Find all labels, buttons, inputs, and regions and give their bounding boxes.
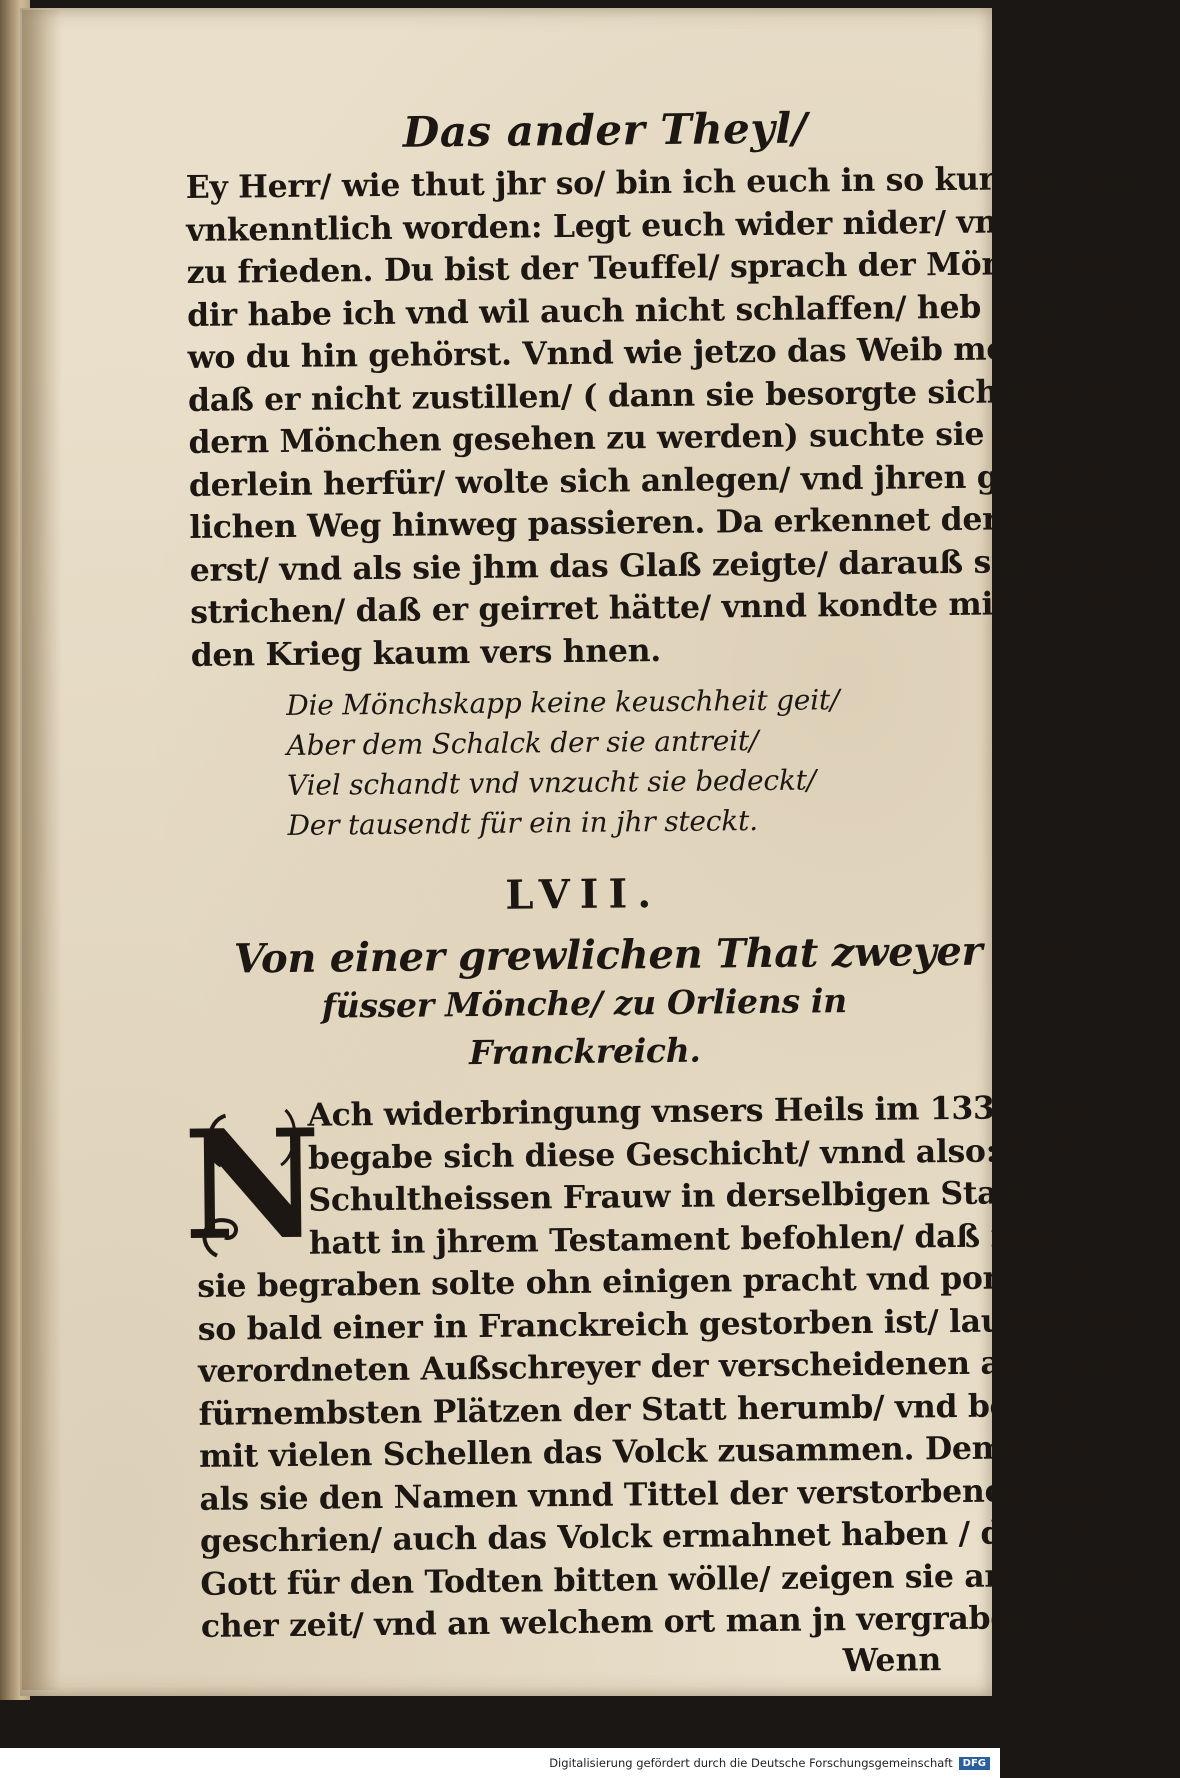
text-line: als sie den Namen vnnd Tittel der verstorbenen auß- xyxy=(199,1470,1117,1518)
text-line: cher zeit/ vnd an welchem ort man jn vergraben werd. xyxy=(200,1598,1139,1645)
text-line: vnkenntlich worden: Legt euch wider nider/ vnnd seid xyxy=(186,201,1123,249)
text-line: dern Mönchen gesehen zu werden) suchte sie jhre Klei- xyxy=(188,413,1159,461)
text-line: strichen/ daß er geirret hätte/ vnnd kondte mit flehen xyxy=(190,584,1128,631)
text-line: sie begraben solte ohn einigen pracht vnd pomp. Denn xyxy=(197,1257,1151,1305)
text-line: verordneten Außschreyer der verscheidenen auff den xyxy=(198,1343,1125,1390)
verse-line: Der tausendt für ein in jhr steckt. xyxy=(287,804,759,842)
prose-paragraph xyxy=(185,159,1169,677)
running-head: Das ander Theyl/ xyxy=(402,103,808,157)
text-line: Gott für den Todten bitten wölle/ zeigen sie an/ zu wel- xyxy=(200,1555,1151,1603)
text-line: lichen Weg hinweg passieren. Da erkennet der Mönch xyxy=(189,499,1129,546)
text-line: erst/ vnd als sie jhm das Glaß zeigte/ darauß sie sich be- xyxy=(189,541,1169,589)
chapter-body xyxy=(182,1088,1151,1687)
text-line: wo du hin gehörst. Vnnd wie jetzo das Weib mercket/ xyxy=(187,329,1109,376)
text-line: geschrien/ auch das Volck ermahnet haben / daß sie xyxy=(199,1513,1106,1560)
text-line: Ach widerbringung vnsers Heils im 1334. Jar xyxy=(307,1088,1089,1134)
chapter-number: LVII. xyxy=(505,870,662,919)
text-line: begabe sich diese Geschicht/ vnnd also: Deß xyxy=(307,1131,1079,1177)
chapter-heading-line: füsser Mönche/ zu Orliens in xyxy=(321,981,848,1026)
text-line: so bald einer in Franckreich gestorben ist/ lauffen die xyxy=(197,1300,1137,1348)
chapter-heading xyxy=(194,926,1093,1080)
text-line: hatt in jhrem Testament befohlen/ daß man xyxy=(308,1216,1067,1262)
dfg-logo: DFG xyxy=(959,1757,990,1770)
decorated-initial xyxy=(182,1095,322,1276)
text-line: zu frieden. Du bist der Teuffel/ sprach der Mönch/ bey xyxy=(186,244,1128,291)
text-line: fürnembsten Plätzen der Statt herumb/ vnd beruffen xyxy=(198,1385,1118,1433)
verse-line: Die Mönchskapp keine keuschheit geit/ xyxy=(286,683,840,722)
text-line: daß er nicht zustillen/ ( dann sie besorgte sich von an- xyxy=(187,371,1137,419)
text-line: derlein herfür/ wolte sich anlegen/ vnd jhren gewöhn- xyxy=(188,456,1124,504)
footer-bar xyxy=(0,1748,1000,1778)
verse-line: Aber dem Schalck der sie antreit/ xyxy=(286,724,759,762)
page-text-block xyxy=(182,102,1169,1687)
page-gutter-shading xyxy=(22,10,62,1690)
digitization-credit: Digitalisierung gefördert durch die Deutsche Forschungsgemeinschaft xyxy=(549,1756,953,1770)
chapter-heading-line: Von einer grewlichen That zweyer Bar- xyxy=(233,926,1093,983)
verse-line: Viel schandt vnd vnzucht sie bedeckt/ xyxy=(286,763,817,802)
chapter-text-lines xyxy=(197,1257,1151,1649)
text-line: den Krieg kaum vers hnen. xyxy=(190,631,662,674)
initial-letter: N xyxy=(182,1096,322,1275)
verse-block xyxy=(286,679,973,846)
chapter-heading-line: Franckreich. xyxy=(468,1030,701,1073)
text-line: dir habe ich vnd wil auch nicht schlaffen/ heb dich nur/ xyxy=(186,286,1151,334)
initial-indented-lines xyxy=(307,1088,1089,1265)
text-line: Ey Herr/ wie thut jhr so/ bin ich euch in so kurtzer zeit xyxy=(185,159,1137,206)
catchword: Wenn xyxy=(842,1640,942,1679)
text-line: mit vielen Schellen das Volck zusammen. Demnach xyxy=(198,1428,1090,1475)
text-line: Schultheissen Frauw in derselbigen Statt xyxy=(308,1174,1026,1219)
